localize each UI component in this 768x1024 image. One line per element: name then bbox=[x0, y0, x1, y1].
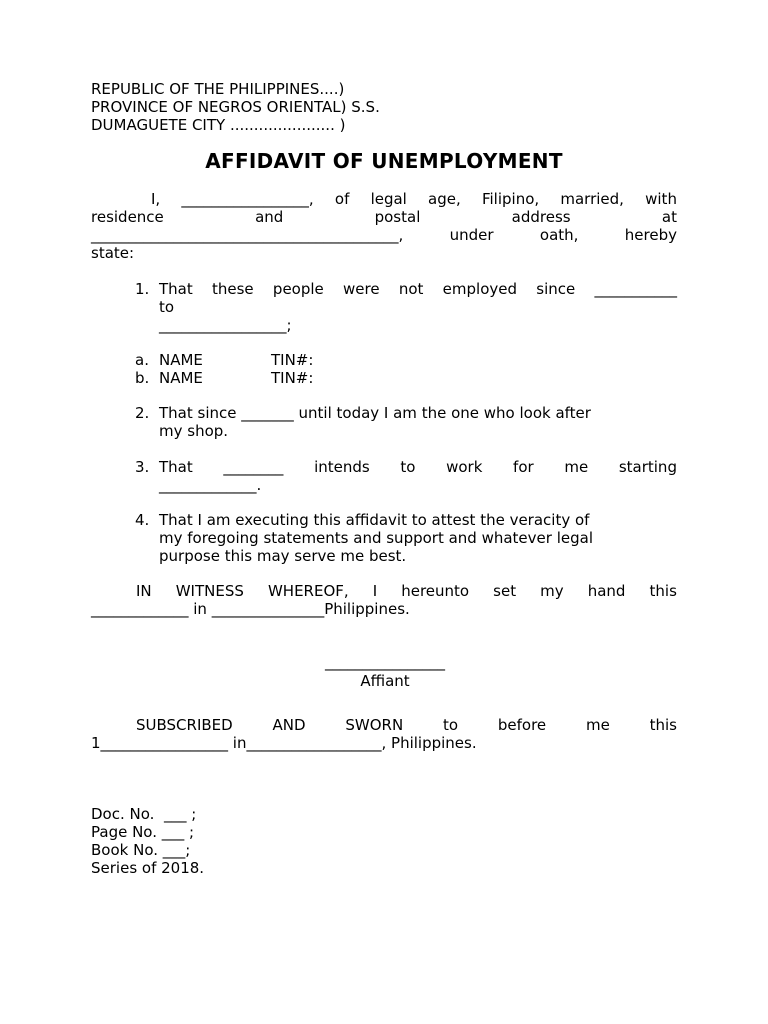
word: oath, bbox=[539, 226, 579, 244]
name-label: NAME bbox=[159, 369, 203, 387]
item-1-line-2: to bbox=[159, 298, 175, 316]
word: employed bbox=[442, 280, 518, 298]
doc-number: Doc. No. ___ ; bbox=[91, 805, 197, 823]
word: residence bbox=[91, 208, 164, 226]
word: That bbox=[159, 280, 193, 298]
word: me bbox=[564, 458, 589, 476]
word: to bbox=[442, 716, 459, 734]
word: intends bbox=[314, 458, 370, 476]
word: at bbox=[661, 208, 677, 226]
item-number: 4. bbox=[135, 511, 150, 529]
item-number: 3. bbox=[135, 458, 150, 476]
item-number: 2. bbox=[135, 404, 150, 422]
word: hereby bbox=[624, 226, 677, 244]
item-1-line-1 bbox=[159, 280, 677, 298]
word: this bbox=[649, 582, 677, 600]
blank-name: ________ bbox=[223, 458, 284, 476]
word: legal bbox=[370, 190, 407, 208]
intro-line-1 bbox=[151, 190, 677, 208]
blank-name: _________________, bbox=[181, 190, 314, 208]
word: of bbox=[334, 190, 350, 208]
word: That bbox=[159, 458, 193, 476]
word: and bbox=[255, 208, 284, 226]
header-line-3: DUMAGUETE CITY ...................... ) bbox=[91, 116, 346, 134]
tin-label: TIN#: bbox=[271, 369, 314, 387]
item-3-line-2: _____________. bbox=[159, 476, 262, 494]
word: work bbox=[446, 458, 483, 476]
item-4-line-1: That I am executing this affidavit to attest the veracity of bbox=[159, 511, 590, 529]
book-number: Book No. ___; bbox=[91, 841, 191, 859]
list-letter: b. bbox=[135, 369, 150, 387]
item-4-line-3: purpose this may serve me best. bbox=[159, 547, 407, 565]
item-1-line-3: _________________; bbox=[159, 316, 292, 334]
intro-line-4: state: bbox=[91, 244, 135, 262]
word: not bbox=[398, 280, 424, 298]
word: Filipino, bbox=[481, 190, 540, 208]
word: age, bbox=[428, 190, 461, 208]
list-letter: a. bbox=[135, 351, 149, 369]
header-line-2: PROVINCE OF NEGROS ORIENTAL) S.S. bbox=[91, 98, 380, 116]
word: before bbox=[497, 716, 547, 734]
intro-line-3 bbox=[91, 226, 677, 244]
word: hereunto bbox=[401, 582, 470, 600]
word: I, bbox=[151, 190, 161, 208]
word: under bbox=[449, 226, 494, 244]
header-line-1: REPUBLIC OF THE PHILIPPINES....) bbox=[91, 80, 345, 98]
affiant-label: Affiant bbox=[360, 672, 410, 690]
item-3-line-1 bbox=[159, 458, 677, 476]
word: starting bbox=[618, 458, 677, 476]
word: my bbox=[540, 582, 564, 600]
word: for bbox=[513, 458, 534, 476]
word: this bbox=[649, 716, 677, 734]
word: AND bbox=[272, 716, 306, 734]
word: IN bbox=[136, 582, 152, 600]
word: set bbox=[493, 582, 517, 600]
page-number: Page No. ___ ; bbox=[91, 823, 195, 841]
item-number: 1. bbox=[135, 280, 150, 298]
word: to bbox=[400, 458, 416, 476]
word: hand bbox=[587, 582, 626, 600]
tin-label: TIN#: bbox=[271, 351, 314, 369]
sworn-line-1 bbox=[136, 716, 677, 734]
name-label: NAME bbox=[159, 351, 203, 369]
word: WHEREOF, bbox=[267, 582, 349, 600]
sworn-line-2: 1_________________ in__________________, Philippines. bbox=[91, 734, 477, 752]
series-year: Series of 2018. bbox=[91, 859, 205, 877]
word: WITNESS bbox=[175, 582, 244, 600]
word: with bbox=[645, 190, 677, 208]
intro-line-2 bbox=[91, 208, 677, 226]
witness-line-2: _____________ in _______________Philippines. bbox=[91, 600, 410, 618]
word: SUBSCRIBED bbox=[136, 716, 233, 734]
word: address bbox=[511, 208, 571, 226]
item-4-line-2: my foregoing statements and support and whatever legal bbox=[159, 529, 593, 547]
word: people bbox=[272, 280, 324, 298]
word: married, bbox=[560, 190, 624, 208]
witness-line-1 bbox=[136, 582, 677, 600]
item-2-line-2: my shop. bbox=[159, 422, 229, 440]
word: postal bbox=[374, 208, 421, 226]
signature-line: ________________ bbox=[325, 653, 445, 671]
item-2-line-1: That since _______ until today I am the one who look after bbox=[159, 404, 591, 422]
word: SWORN bbox=[345, 716, 404, 734]
word: me bbox=[585, 716, 610, 734]
blank-date: ___________ bbox=[594, 280, 677, 298]
document-title: AFFIDAVIT OF UNEMPLOYMENT bbox=[205, 149, 563, 173]
word: since bbox=[536, 280, 576, 298]
word: these bbox=[212, 280, 254, 298]
word: I bbox=[372, 582, 378, 600]
blank-address: _________________________________________, bbox=[91, 226, 404, 244]
word: were bbox=[343, 280, 380, 298]
